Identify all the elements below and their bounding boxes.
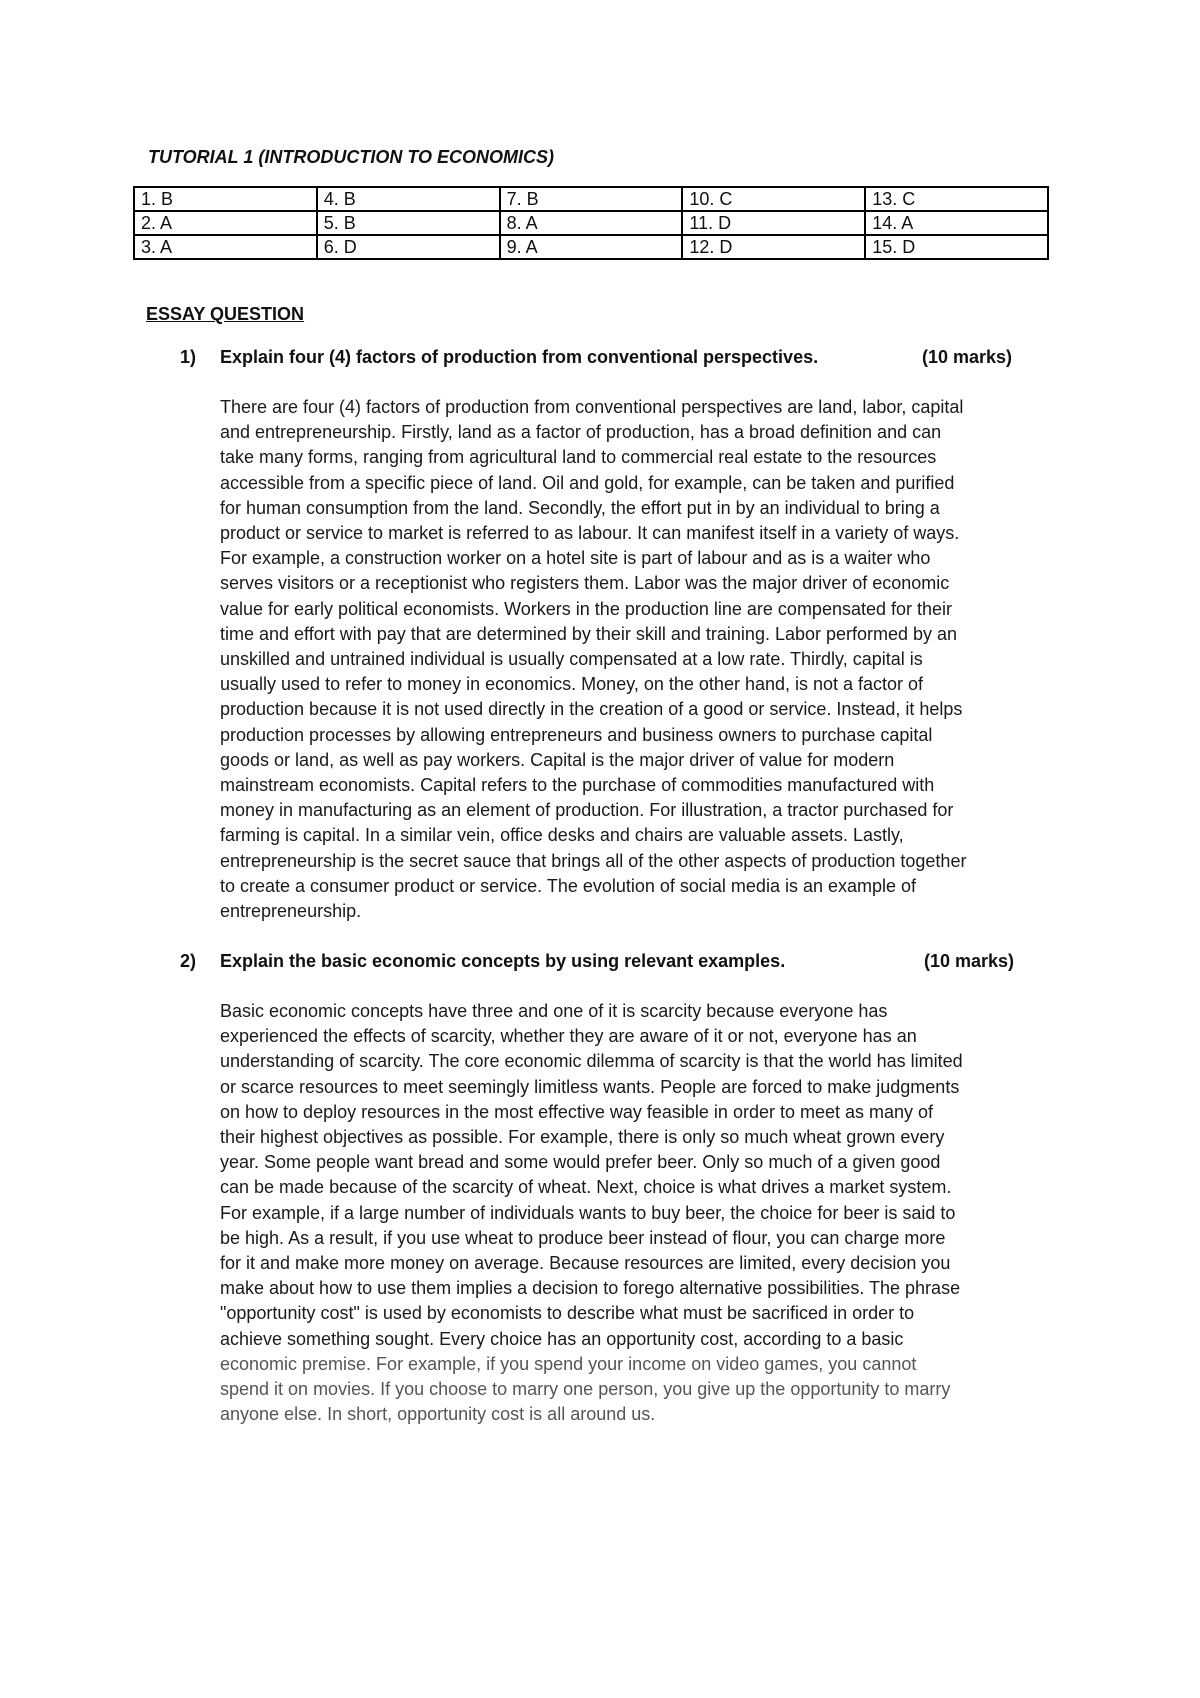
- table-cell: 5. B: [317, 211, 500, 235]
- table-cell: 13. C: [865, 187, 1048, 211]
- table-cell: 10. C: [682, 187, 865, 211]
- answer-line: on how to deploy resources in the most effective way feasible in order to meet as many of: [220, 1101, 934, 1122]
- answer-line: farming is capital. In a similar vein, office desks and chairs are valuable assets. Lastly,: [220, 825, 904, 846]
- answer-line: achieve something sought. Every choice has an opportunity cost, according to a basic: [220, 1328, 904, 1349]
- table-cell: 6. D: [317, 235, 500, 259]
- table-row: [134, 235, 1048, 259]
- answer-line: year. Some people want bread and some would prefer beer. Only so much of a given good: [220, 1152, 941, 1173]
- answer-table: [133, 186, 1049, 260]
- answer-line: accessible from a specific piece of land. Oil and gold, for example, can be taken and purified: [220, 472, 955, 493]
- question-number: 1): [180, 347, 197, 367]
- answer-line: Basic economic concepts have three and one of it is scarcity because everyone has: [220, 1001, 888, 1021]
- answer-line: for it and make more money on average. Because resources are limited, every decision you: [220, 1253, 951, 1274]
- question-text: Explain the basic economic concepts by using relevant examples.: [220, 951, 786, 971]
- answer-line: For example, if a large number of individuals wants to buy beer, the choice for beer is said to: [220, 1202, 956, 1223]
- table-cell: 3. A: [134, 235, 317, 259]
- table-cell: 15. D: [865, 235, 1048, 259]
- answer-1: [220, 395, 1070, 924]
- table-cell: 12. D: [682, 235, 865, 259]
- question-text: Explain four (4) factors of production from conventional perspectives.: [220, 347, 819, 367]
- answer-line: their highest objectives as possible. For example, there is only so much wheat grown every: [220, 1127, 945, 1148]
- table-cell: 4. B: [317, 187, 500, 211]
- document-title: TUTORIAL 1 (INTRODUCTION TO ECONOMICS): [148, 147, 555, 167]
- answer-line: take many forms, ranging from agricultural land to commercial real estate to the resources: [220, 447, 937, 468]
- answer-line: anyone else. In short, opportunity cost is all around us.: [220, 1404, 656, 1425]
- answer-line: production because it is not used directly in the creation of a good or service. Instead, it helps: [220, 699, 963, 720]
- answer-line: to create a consumer product or service. The evolution of social media is an example of: [220, 875, 917, 896]
- table-cell: 9. A: [500, 235, 683, 259]
- answer-line: understanding of scarcity. The core economic dilemma of scarcity is that the world has limited: [220, 1051, 963, 1072]
- answer-line: spend it on movies. If you choose to marry one person, you give up the opportunity to marry: [220, 1379, 951, 1400]
- answer-line: usually used to refer to money in economics. Money, on the other hand, is not a factor of: [220, 674, 924, 695]
- answer-line: product or service to market is referred to as labour. It can manifest itself in a variety of ways.: [220, 523, 960, 544]
- answer-line: experienced the effects of scarcity, whether they are aware of it or not, everyone has an: [220, 1026, 917, 1047]
- answer-line: production processes by allowing entrepreneurs and business owners to purchase capital: [220, 724, 933, 745]
- answer-line: time and effort with pay that are determined by their skill and training. Labor performed by an: [220, 623, 958, 644]
- table-cell: 7. B: [500, 187, 683, 211]
- answer-line: unskilled and untrained individual is usually compensated at a low rate. Thirdly, capital is: [220, 649, 923, 670]
- question-marks: (10 marks): [922, 347, 1013, 367]
- answer-line: For example, a construction worker on a hotel site is part of labour and as is a waiter who: [220, 548, 931, 569]
- answer-line: economic premise. For example, if you spend your income on video games, you cannot: [220, 1353, 917, 1374]
- table-cell: 14. A: [865, 211, 1048, 235]
- answer-line: can be made because of the scarcity of wheat. Next, choice is what drives a market system.: [220, 1177, 952, 1198]
- answer-line: make about how to use them implies a decision to forego alternative possibilities. The phrase: [220, 1278, 961, 1299]
- question-2: [180, 951, 1060, 975]
- table-cell: 2. A: [134, 211, 317, 235]
- answer-line: goods or land, as well as pay workers. Capital is the major driver of value for modern: [220, 749, 895, 770]
- table-cell: 1. B: [134, 187, 317, 211]
- essay-heading: ESSAY QUESTION: [146, 304, 305, 324]
- answer-line: entrepreneurship is the secret sauce that brings all of the other aspects of production together: [220, 850, 967, 871]
- question-1: [180, 347, 1060, 371]
- answer-2: [220, 999, 1070, 1427]
- answer-line: serves visitors or a receptionist who registers them. Labor was the major driver of economic: [220, 573, 950, 594]
- question-number: 2): [180, 951, 197, 971]
- question-marks: (10 marks): [924, 951, 1015, 971]
- answer-line: or scarce resources to meet seemingly limitless wants. People are forced to make judgments: [220, 1076, 960, 1097]
- answer-line: be high. As a result, if you use wheat to produce beer instead of flour, you can charge more: [220, 1227, 946, 1248]
- answer-line: "opportunity cost" is used by economists to describe what must be sacrificed in order to: [220, 1303, 915, 1324]
- answer-line: for human consumption from the land. Secondly, the effort put in by an individual to bring a: [220, 497, 940, 518]
- answer-line: money in manufacturing as an element of production. For illustration, a tractor purchased for: [220, 800, 954, 821]
- table-cell: 8. A: [500, 211, 683, 235]
- table-row: [134, 211, 1048, 235]
- table-cell: 11. D: [682, 211, 865, 235]
- answer-line: entrepreneurship.: [220, 901, 362, 922]
- answer-line: and entrepreneurship. Firstly, land as a factor of production, has a broad definition and can: [220, 422, 942, 443]
- answer-line: value for early political economists. Workers in the production line are compensated for their: [220, 598, 953, 619]
- answer-line: mainstream economists. Capital refers to the purchase of commodities manufactured with: [220, 775, 935, 796]
- answer-line: There are four (4) factors of production from conventional perspectives are land, labor, capital: [220, 397, 964, 417]
- table-row: [134, 187, 1048, 211]
